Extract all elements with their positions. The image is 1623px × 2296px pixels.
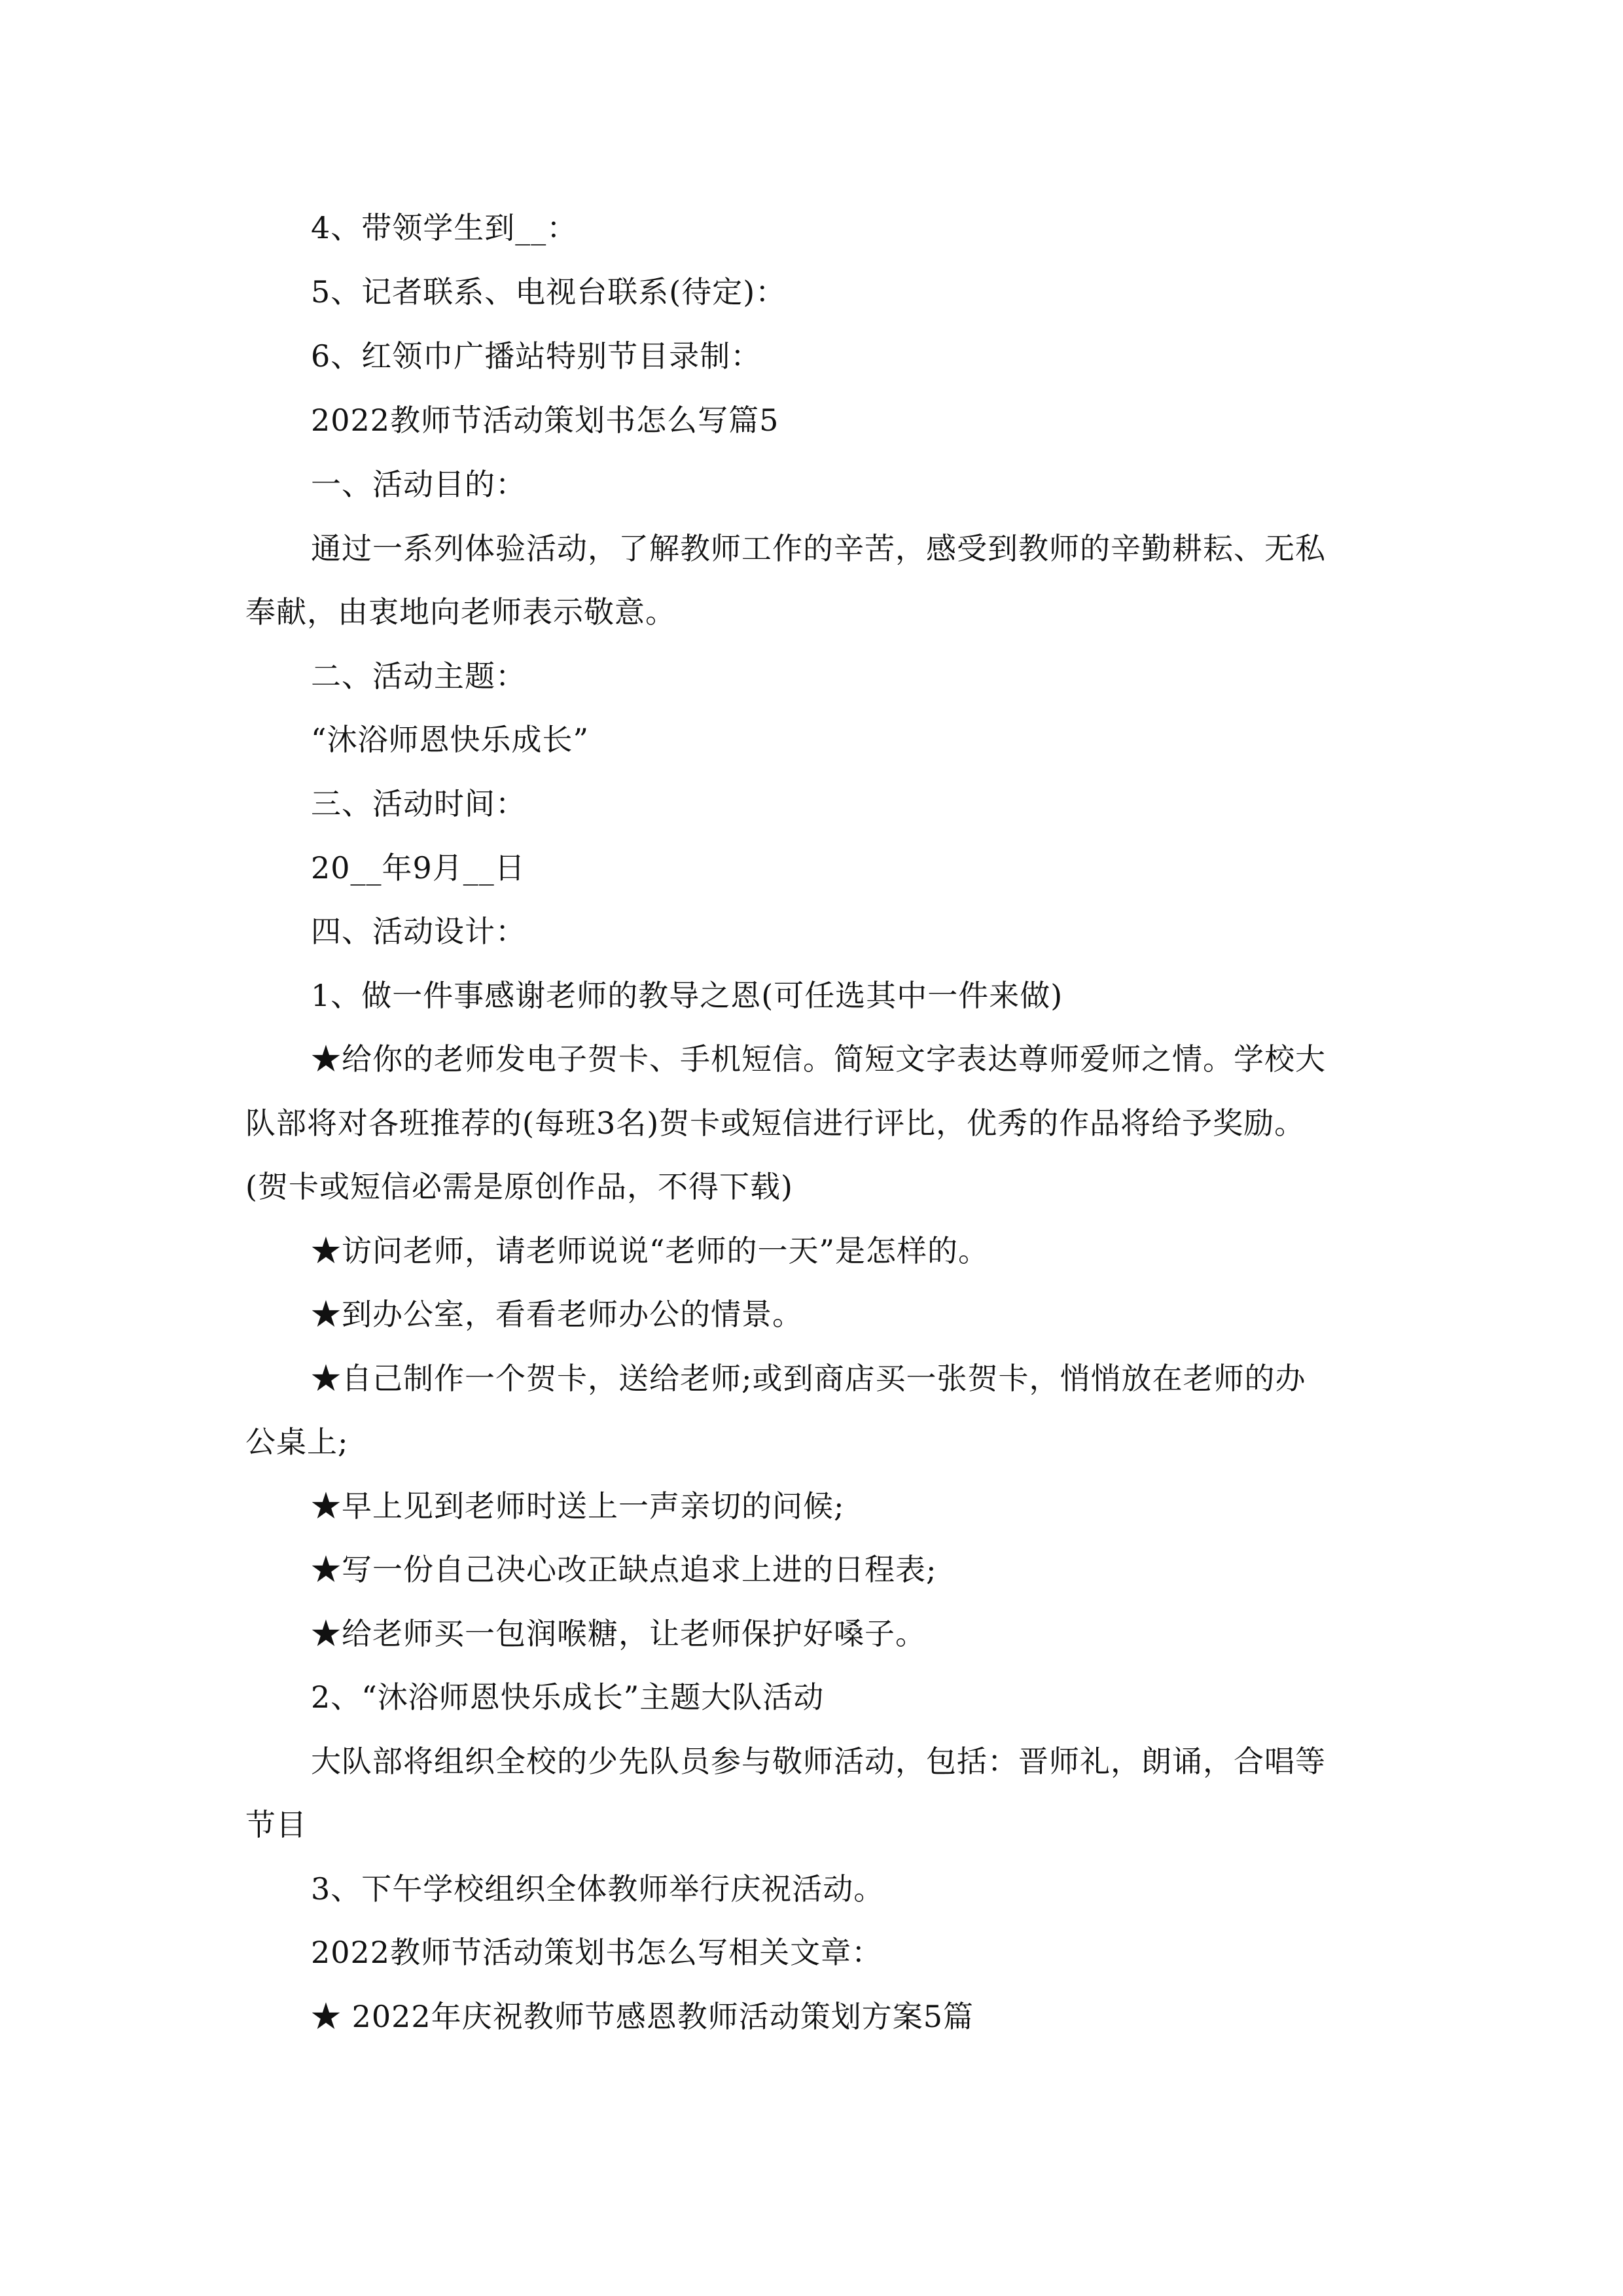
- list-item-4: 4、带领学生到__：: [311, 210, 578, 245]
- related-article-link[interactable]: ★ 2022年庆祝教师节感恩教师活动策划方案5篇: [311, 1999, 974, 2034]
- list-item-5: 5、记者联系、电视台联系(待定)：: [311, 274, 787, 310]
- heading-design: 四、活动设计：: [311, 914, 526, 949]
- bullet-line: ★访问老师，请老师说说“老师的一天”是怎样的。: [311, 1233, 990, 1268]
- list-item-6: 6、红领巾广播站特别节目录制：: [311, 338, 762, 374]
- bullet-line: ★给你的老师发电子贺卡、手机短信。简短文字表达尊师爱师之情。学校大: [311, 1041, 1326, 1077]
- bullet-line: ★到办公室，看看老师办公的情景。: [311, 1297, 803, 1332]
- bullet-line: ★早上见到老师时送上一声亲切的问候;: [311, 1488, 845, 1524]
- paragraph-line: 队部将对各班推荐的(每班3名)贺卡或短信进行评比，优秀的作品将给予奖励。: [245, 1105, 1306, 1141]
- heading-theme: 二、活动主题：: [311, 658, 526, 694]
- heading-time: 三、活动时间：: [311, 786, 526, 821]
- related-articles-heading: 2022教师节活动策划书怎么写相关文章：: [311, 1935, 883, 1970]
- paragraph-line: 节目: [245, 1807, 307, 1842]
- list-item-design-1: 1、做一件事感谢老师的教导之恩(可任选其中一件来做): [311, 978, 1063, 1013]
- paragraph-line: 通过一系列体验活动，了解教师工作的辛苦，感受到教师的辛勤耕耘、无私: [311, 531, 1326, 566]
- paragraph-line: 大队部将组织全校的少先队员参与敬师活动，包括：晋师礼，朗诵，合唱等: [311, 1744, 1326, 1779]
- date-text: 20__年9月__日: [311, 850, 526, 886]
- paragraph-line: 奉献，由衷地向老师表示敬意。: [245, 594, 676, 630]
- paragraph-line: 公桌上;: [245, 1424, 349, 1460]
- bullet-line: ★给老师买一包润喉糖，让老师保护好嗓子。: [311, 1616, 926, 1651]
- theme-text: “沐浴师恩快乐成长”: [311, 722, 590, 757]
- section-title: 2022教师节活动策划书怎么写篇5: [311, 403, 779, 438]
- list-item-design-3: 3、下午学校组织全体教师举行庆祝活动。: [311, 1871, 885, 1907]
- bullet-line: ★自己制作一个贺卡，送给老师;或到商店买一张贺卡，悄悄放在老师的办: [311, 1361, 1306, 1396]
- heading-purpose: 一、活动目的：: [311, 467, 526, 502]
- paragraph-line: (贺卡或短信必需是原创作品，不得下载): [245, 1169, 793, 1204]
- bullet-line: ★写一份自己决心改正缺点追求上进的日程表;: [311, 1552, 937, 1587]
- list-item-design-2: 2、“沐浴师恩快乐成长”主题大队活动: [311, 1679, 825, 1715]
